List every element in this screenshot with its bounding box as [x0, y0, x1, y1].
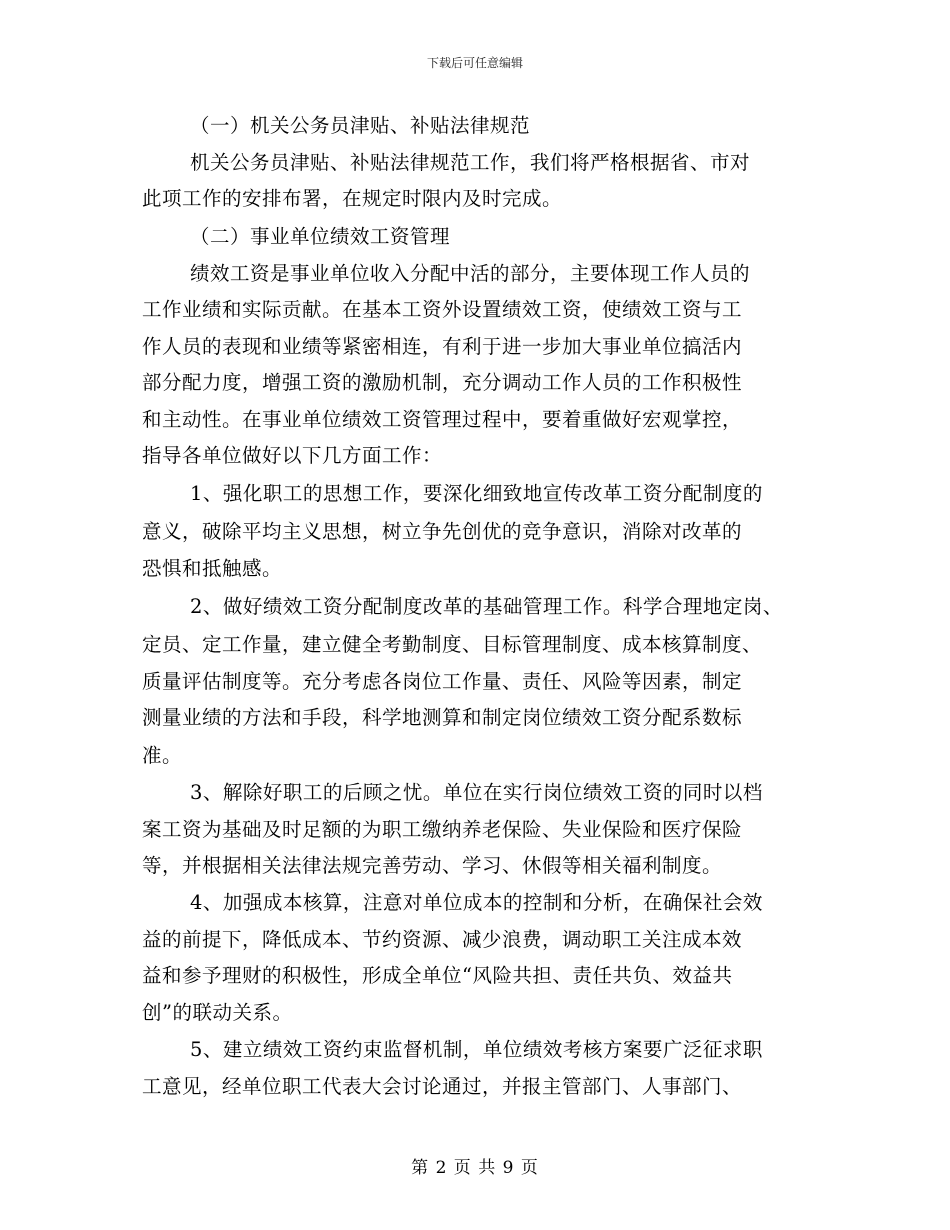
paragraph-line: 准。	[142, 744, 183, 767]
paragraph-line: 2、做好绩效工资分配制度改革的基础管理工作。科学合理地定岗、	[190, 595, 783, 618]
paragraph-line: 恐惧和抵触感。	[142, 557, 283, 580]
paragraph-line: 等，并根据相关法律法规完善劳动、学习、休假等相关福利制度。	[142, 854, 723, 877]
page-header: 下载后可任意编辑	[426, 56, 523, 70]
paragraph-line: 工作业绩和实际贡献。在基本工资外设置绩效工资，使绩效工资与工	[142, 298, 743, 321]
paragraph-line: 3、解除好职工的后顾之忧。单位在实行岗位绩效工资的同时以档	[190, 781, 763, 804]
section-heading-1: （一）机关公务员津贴、补贴法律规范	[190, 114, 531, 137]
paragraph-line: 意义，破除平均主义思想，树立争先创优的竞争意识，消除对改革的	[142, 520, 743, 543]
paragraph-line: 益的前提下，降低成本、节约资源、减少浪费，调动职工关注成本效	[142, 928, 743, 951]
paragraph-line: 部分配力度，增强工资的激励机制，充分调动工作人员的工作积极性	[142, 371, 743, 394]
paragraph-line: 创”的联动关系。	[142, 1001, 293, 1024]
paragraph-line: 定员、定工作量，建立健全考勤制度、目标管理制度、成本核算制度、	[142, 633, 763, 656]
paragraph-line: 机关公务员津贴、补贴法律规范工作，我们将严格根据省、市对	[190, 151, 751, 174]
paragraph-line: 测量业绩的方法和手段，科学地测算和制定岗位绩效工资分配系数标	[142, 706, 743, 729]
paragraph-line: 和主动性。在事业单位绩效工资管理过程中，要着重做好宏观掌控，	[142, 408, 743, 431]
paragraph-line: 案工资为基础及时足额的为职工缴纳养老保险、失业保险和医疗保险	[142, 818, 743, 841]
paragraph-line: 工意见，经单位职工代表大会讨论通过，并报主管部门、人事部门、	[142, 1075, 743, 1098]
page-number-footer: 第 2 页 共 9 页	[411, 1158, 539, 1178]
paragraph-line: 绩效工资是事业单位收入分配中活的部分，主要体现工作人员的	[190, 262, 751, 285]
paragraph-line: 1、强化职工的思想工作，要深化细致地宣传改革工资分配制度的	[190, 482, 763, 505]
paragraph-line: 指导各单位做好以下几方面工作：	[142, 444, 443, 467]
paragraph-line: 质量评估制度等。充分考虑各岗位工作量、责任、风险等因素，制定	[142, 670, 743, 693]
paragraph-line: 5、建立绩效工资约束监督机制，单位绩效考核方案要广泛征求职	[190, 1038, 763, 1061]
paragraph-line: 作人员的表现和业绩等紧密相连，有利于进一步加大事业单位搞活内	[142, 335, 743, 358]
section-heading-2: （二）事业单位绩效工资管理	[190, 225, 451, 248]
paragraph-line: 益和参予理财的积极性，形成全单位“风险共担、责任共负、效益共	[142, 964, 733, 987]
paragraph-line: 此项工作的安排布署，在规定时限内及时完成。	[142, 187, 563, 210]
paragraph-line: 4、加强成本核算，注意对单位成本的控制和分析，在确保社会效	[190, 891, 763, 914]
